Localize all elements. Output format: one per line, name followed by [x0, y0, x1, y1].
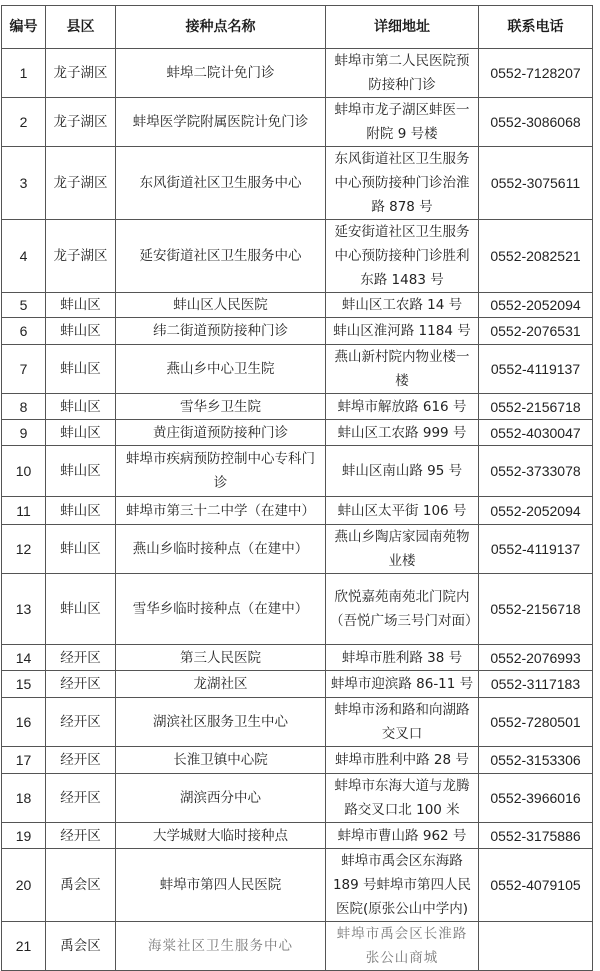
- cell-number: 11: [2, 497, 46, 525]
- cell-site-name: 湖滨西分中心: [116, 774, 326, 823]
- cell-district: 禹会区: [46, 849, 116, 922]
- cell-address: 蚌埠市胜利路 38 号: [326, 645, 479, 671]
- cell-site-name: 第三人民医院: [116, 645, 326, 671]
- table-row: [2, 525, 593, 574]
- table-row: [2, 774, 593, 823]
- cell-district: 经开区: [46, 671, 116, 698]
- cell-address: 欣悦嘉苑南苑北门院内（吾悦广场三号门对面）: [326, 574, 479, 645]
- cell-address: 蚌山区淮河路 1184 号: [326, 318, 479, 345]
- table-row: [2, 698, 593, 747]
- cell-address: 蚌埠市迎滨路 86-11 号: [326, 671, 479, 698]
- cell-district: 龙子湖区: [46, 98, 116, 147]
- table-row: [2, 420, 593, 446]
- cell-site-name: 长淮卫镇中心院: [116, 747, 326, 774]
- cell-address: 延安街道社区卫生服务中心预防接种门诊胜利东路 1483 号: [326, 220, 479, 293]
- header-district: 县区: [46, 6, 116, 49]
- table-row: [2, 446, 593, 497]
- table-row: [2, 671, 593, 698]
- cell-number: 9: [2, 420, 46, 446]
- table-row: [2, 922, 593, 971]
- cell-number: 4: [2, 220, 46, 293]
- cell-site-name: 延安街道社区卫生服务中心: [116, 220, 326, 293]
- cell-address: 燕山新村院内物业楼一楼: [326, 345, 479, 394]
- cell-address: 蚌埠市禹会区长淮路张公山商城: [326, 922, 479, 971]
- cell-phone: 0552-7280501: [479, 698, 593, 747]
- header-address: 详细地址: [326, 6, 479, 49]
- cell-district: 蚌山区: [46, 318, 116, 345]
- cell-district: 龙子湖区: [46, 220, 116, 293]
- cell-address: 蚌埠市禹会区东海路 189 号蚌埠市第四人民医院(原张公山中学内): [326, 849, 479, 922]
- cell-number: 14: [2, 645, 46, 671]
- cell-district: 经开区: [46, 774, 116, 823]
- cell-phone: 0552-3966016: [479, 774, 593, 823]
- cell-address: 蚌埠市解放路 616 号: [326, 394, 479, 420]
- cell-site-name: 燕山乡中心卫生院: [116, 345, 326, 394]
- table-header-row: [2, 6, 593, 49]
- cell-phone: 0552-2052094: [479, 293, 593, 318]
- cell-phone: 0552-2156718: [479, 394, 593, 420]
- cell-number: 20: [2, 849, 46, 922]
- table-row: [2, 220, 593, 293]
- cell-site-name: 蚌埠医学院附属医院计免门诊: [116, 98, 326, 147]
- cell-phone: 0552-3086068: [479, 98, 593, 147]
- cell-address: 东风街道社区卫生服务中心预防接种门诊治淮路 878 号: [326, 147, 479, 220]
- table-row: [2, 823, 593, 849]
- cell-site-name: 燕山乡临时接种点（在建中）: [116, 525, 326, 574]
- cell-address: 蚌埠市曹山路 962 号: [326, 823, 479, 849]
- cell-site-name: 黄庄街道预防接种门诊: [116, 420, 326, 446]
- cell-district: 禹会区: [46, 922, 116, 971]
- cell-site-name: 大学城财大临时接种点: [116, 823, 326, 849]
- cell-address: 蚌山区南山路 95 号: [326, 446, 479, 497]
- cell-district: 经开区: [46, 645, 116, 671]
- cell-district: 蚌山区: [46, 574, 116, 645]
- header-site-name: 接种点名称: [116, 6, 326, 49]
- cell-number: 13: [2, 574, 46, 645]
- cell-phone: 0552-4119137: [479, 525, 593, 574]
- cell-address: 蚌埠市第二人民医院预防接种门诊: [326, 49, 479, 98]
- table-row: [2, 318, 593, 345]
- cell-site-name: 东风街道社区卫生服务中心: [116, 147, 326, 220]
- cell-site-name: 湖滨社区服务卫生中心: [116, 698, 326, 747]
- cell-number: 12: [2, 525, 46, 574]
- cell-number: 6: [2, 318, 46, 345]
- cell-site-name: 蚌埠二院计免门诊: [116, 49, 326, 98]
- cell-address: 蚌埠市龙子湖区蚌医一附院 9 号楼: [326, 98, 479, 147]
- cell-phone: 0552-3117183: [479, 671, 593, 698]
- cell-number: 2: [2, 98, 46, 147]
- table-row: [2, 645, 593, 671]
- cell-site-name: 蚌埠市疾病预防控制中心专科门诊: [116, 446, 326, 497]
- cell-phone: 0552-4030047: [479, 420, 593, 446]
- cell-number: 15: [2, 671, 46, 698]
- cell-number: 3: [2, 147, 46, 220]
- cell-number: 10: [2, 446, 46, 497]
- cell-site-name: 纬二街道预防接种门诊: [116, 318, 326, 345]
- cell-district: 蚌山区: [46, 345, 116, 394]
- cell-phone: 0552-2156718: [479, 574, 593, 645]
- cell-district: 经开区: [46, 747, 116, 774]
- cell-address: 蚌山区太平街 106 号: [326, 497, 479, 525]
- table-row: [2, 574, 593, 645]
- table-row: [2, 394, 593, 420]
- cell-number: 5: [2, 293, 46, 318]
- table-row: [2, 49, 593, 98]
- cell-phone: 0552-3075611: [479, 147, 593, 220]
- table-row: [2, 345, 593, 394]
- cell-site-name: 蚌埠市第四人民医院: [116, 849, 326, 922]
- cell-phone: 0552-3733078: [479, 446, 593, 497]
- cell-phone: 0552-4079105: [479, 849, 593, 922]
- cell-number: 18: [2, 774, 46, 823]
- cell-number: 16: [2, 698, 46, 747]
- cell-phone: 0552-3153306: [479, 747, 593, 774]
- header-number: 编号: [2, 6, 46, 49]
- cell-district: 蚌山区: [46, 525, 116, 574]
- cell-number: 21: [2, 922, 46, 971]
- cell-number: 7: [2, 345, 46, 394]
- cell-site-name: 蚌山区人民医院: [116, 293, 326, 318]
- cell-district: 龙子湖区: [46, 147, 116, 220]
- cell-address: 燕山乡陶店家园南苑物业楼: [326, 525, 479, 574]
- cell-site-name: 海棠社区卫生服务中心: [116, 922, 326, 971]
- cell-site-name: 蚌埠市第三十二中学（在建中）: [116, 497, 326, 525]
- cell-address: 蚌埠市胜利中路 28 号: [326, 747, 479, 774]
- cell-site-name: 雪华乡临时接种点（在建中）: [116, 574, 326, 645]
- cell-district: 蚌山区: [46, 420, 116, 446]
- cell-phone: [479, 922, 593, 971]
- cell-phone: 0552-3175886: [479, 823, 593, 849]
- table-row: [2, 849, 593, 922]
- cell-phone: 0552-2076531: [479, 318, 593, 345]
- cell-phone: 0552-4119137: [479, 345, 593, 394]
- cell-district: 蚌山区: [46, 446, 116, 497]
- cell-district: 龙子湖区: [46, 49, 116, 98]
- cell-district: 经开区: [46, 698, 116, 747]
- cell-phone: 0552-2052094: [479, 497, 593, 525]
- table-row: [2, 293, 593, 318]
- cell-number: 8: [2, 394, 46, 420]
- cell-number: 17: [2, 747, 46, 774]
- cell-site-name: 龙湖社区: [116, 671, 326, 698]
- cell-address: 蚌山区工农路 14 号: [326, 293, 479, 318]
- cell-phone: 0552-2076993: [479, 645, 593, 671]
- cell-site-name: 雪华乡卫生院: [116, 394, 326, 420]
- cell-phone: 0552-7128207: [479, 49, 593, 98]
- table-row: [2, 747, 593, 774]
- table-row: [2, 147, 593, 220]
- cell-district: 蚌山区: [46, 497, 116, 525]
- cell-number: 1: [2, 49, 46, 98]
- cell-address: 蚌埠市东海大道与龙腾路交叉口北 100 米: [326, 774, 479, 823]
- table-row: [2, 497, 593, 525]
- header-phone: 联系电话: [479, 6, 593, 49]
- cell-district: 蚌山区: [46, 394, 116, 420]
- cell-phone: 0552-2082521: [479, 220, 593, 293]
- cell-address: 蚌埠市汤和路和向湖路交叉口: [326, 698, 479, 747]
- cell-district: 经开区: [46, 823, 116, 849]
- table-row: [2, 98, 593, 147]
- cell-address: 蚌山区工农路 999 号: [326, 420, 479, 446]
- vaccination-sites-table: [1, 5, 593, 971]
- cell-district: 蚌山区: [46, 293, 116, 318]
- cell-number: 19: [2, 823, 46, 849]
